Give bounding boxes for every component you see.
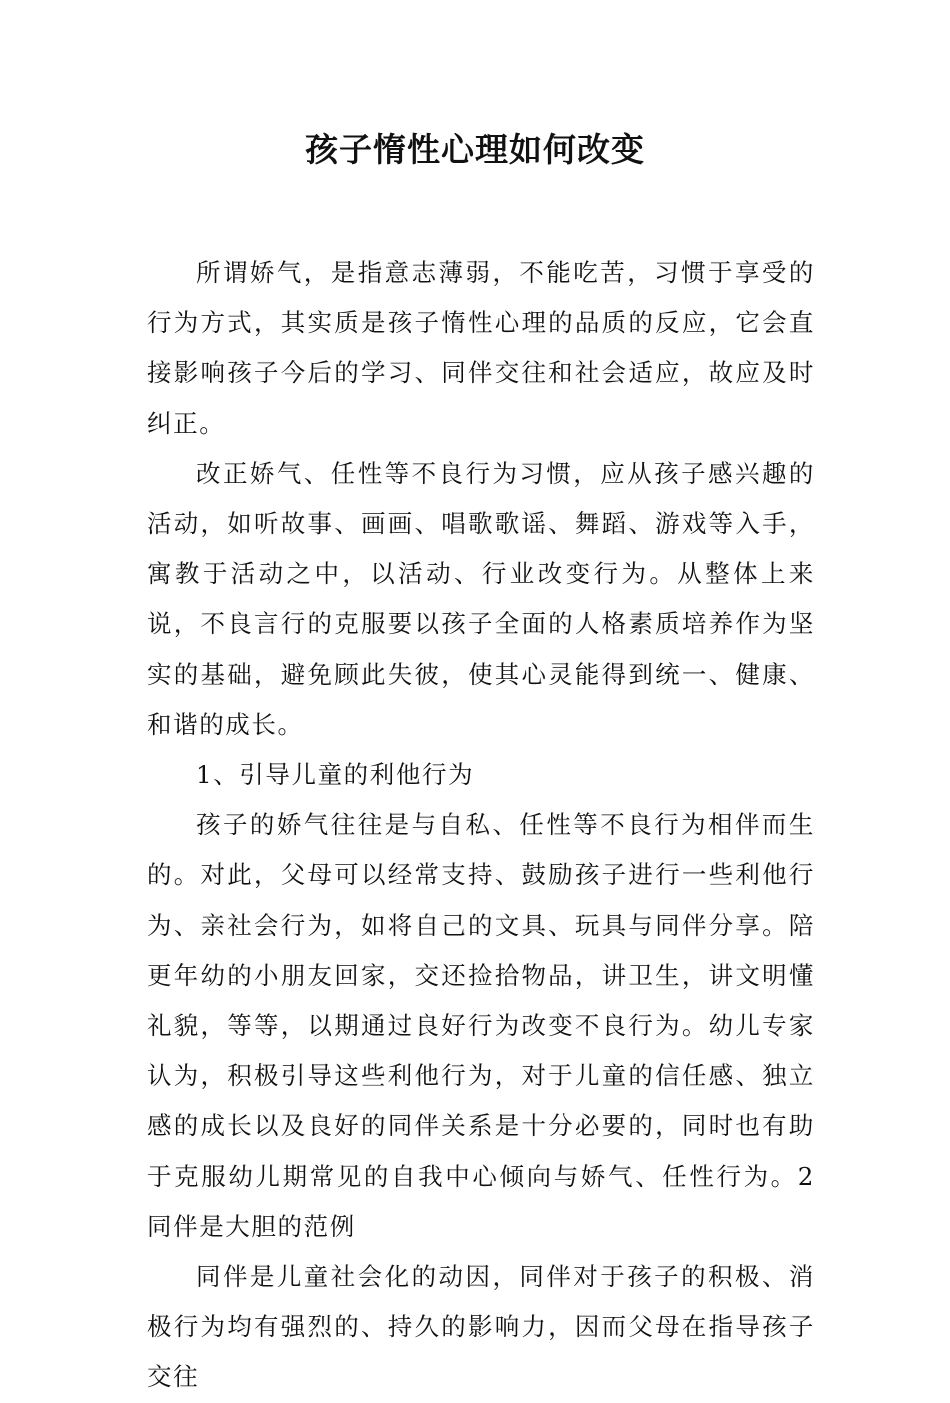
document-title: 孩子惰性心理如何改变 xyxy=(305,130,645,169)
paragraph-3: 孩子的娇气往往是与自私、任性等不良行为相伴而生的。对此，父母可以经常支持、鼓励孩子进行一些利他行为、亲社会行为，如将自己的文具、玩具与同伴分享。陪更年幼的小朋友回家，交还捡拾物品，讲卫生，讲文明懂礼貌，等等，以期通过良好行为改变不良行为。幼儿专家认为，积极引导这些利他行为，对于儿童的信任感、独立感的成长以及良好的同伴关系是十分必要的，同时也有助于克服幼儿期常见的自我中心倾向与娇气、任性行为。2同伴是大胆的范例 xyxy=(147,810,815,1241)
section-heading-1: 1、引导儿童的利他行为 xyxy=(196,760,475,790)
paragraph-2: 改正娇气、任性等不良行为习惯，应从孩子感兴趣的活动，如听故事、画画、唱歌歌谣、舞蹈、游戏等入手，寓教于活动之中，以活动、行业改变行为。从整体上来说，不良言行的克服要以孩子全面的人格素质培养作为坚实的基础，避免顾此失彼，使其心灵能得到统一、健康、和谐的成长。 xyxy=(147,458,815,739)
paragraph-1: 所谓娇气，是指意志薄弱，不能吃苦，习惯于享受的行为方式，其实质是孩子惰性心理的品质的反应，它会直接影响孩子今后的学习、同伴交往和社会适应，故应及时纠正。 xyxy=(147,258,815,438)
paragraph-4: 同伴是儿童社会化的动因，同伴对于孩子的积极、消极行为均有强烈的、持久的影响力，因而父母在指导孩子交往 xyxy=(147,1262,815,1392)
document-body xyxy=(147,248,815,1403)
